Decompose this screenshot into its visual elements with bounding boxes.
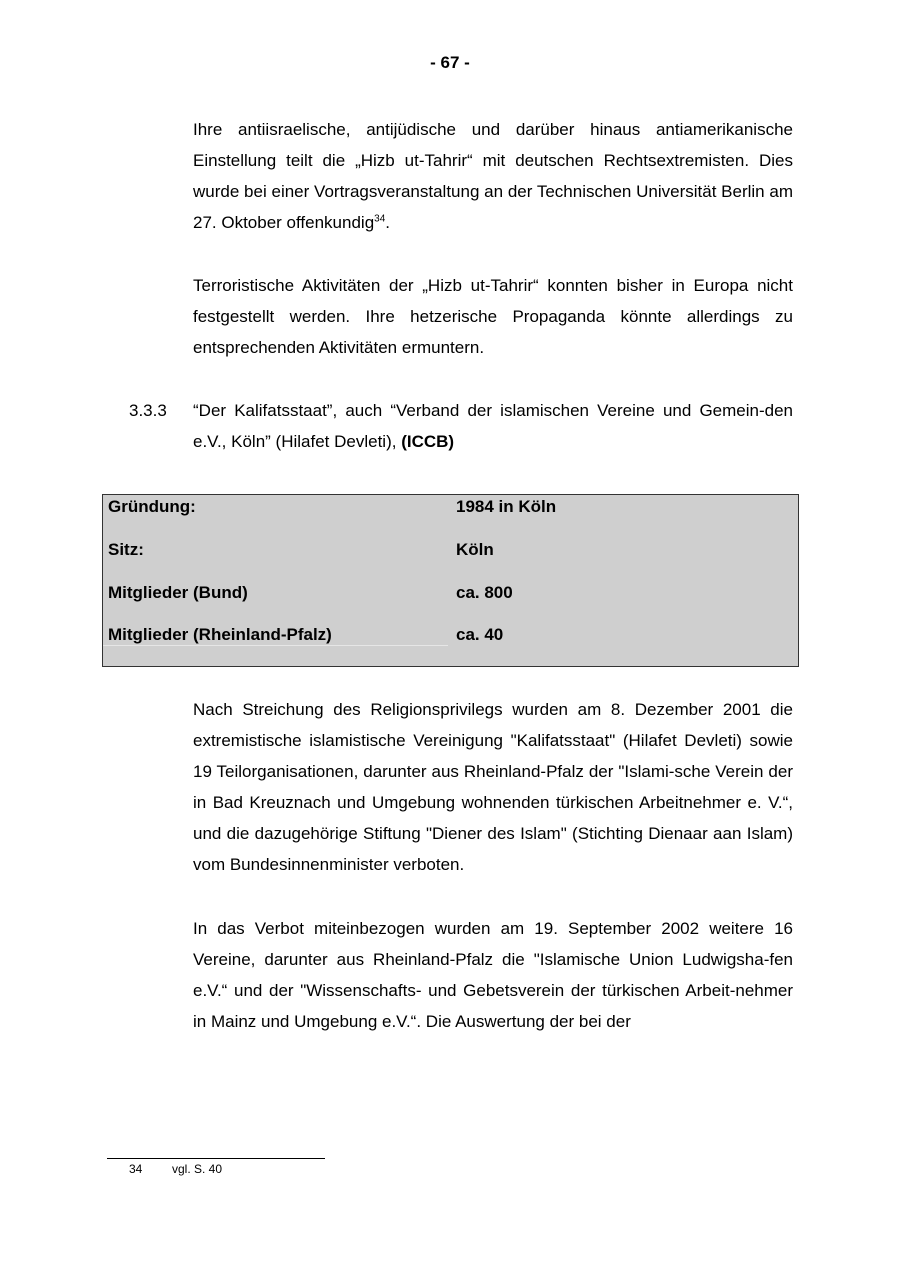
table-row [103, 495, 798, 537]
table-row [103, 581, 798, 623]
paragraph-1-text: Ihre antiisraelische, antijüdische und darüber hinaus antiamerikanische Einstellung teilt die „Hizb ut-Tahrir“ mit deutschen Rechtsextremisten. Dies wurde bei einer Vortragsveranstaltung an der Technischen Universität Berlin am 27. Oktober offenkundig [193, 120, 793, 232]
section-title-abbrev: (ICCB) [401, 432, 455, 451]
footnote-number: 34 [129, 1162, 143, 1176]
row-value: 1984 in Köln [456, 497, 557, 516]
footnote-separator [107, 1158, 325, 1159]
section-heading [193, 395, 793, 457]
row-label: Mitglieder (Rheinland-Pfalz) [108, 625, 332, 644]
row-label: Gründung: [108, 497, 196, 516]
table-row [103, 538, 798, 580]
section-title: “Der Kalifatsstaat”, auch “Verband der islamischen Vereine und Gemein-den e.V., Köln” (Hilafet Devleti), [193, 401, 793, 451]
row-label: Mitglieder (Bund) [108, 583, 248, 602]
row-label: Sitz: [108, 540, 144, 559]
row-value: ca. 800 [456, 583, 513, 602]
row-value: Köln [456, 540, 494, 559]
row-value: ca. 40 [456, 625, 504, 644]
paragraph-2: Terroristische Aktivitäten der „Hizb ut-Tahrir“ konnten bisher in Europa nicht festgestellt werden. Ihre hetzerische Propaganda könnte allerdings zu entsprechenden Aktivitäten ermuntern. [193, 276, 793, 357]
paragraph-3: Nach Streichung des Religionsprivilegs wurden am 8. Dezember 2001 die extremistische islamistische Vereinigung "Kalifatsstaat" (Hilafet Devleti) sowie 19 Teilorganisationen, darunter aus Rheinland-Pfalz der "Islami-sche Verein der in Bad Kreuznach und Umgebung wohnenden türkischen Arbeitnehmer e. V.“, und die dazugehörige Stiftung "Diener des Islam" (Stichting Dienaar aan Islam) vom Bundesinnenminister verboten. [193, 700, 793, 874]
paragraph-1 [193, 114, 793, 238]
organization-info-table [102, 494, 799, 667]
paragraph-1-end: . [385, 213, 391, 232]
footnote-text: vgl. S. 40 [172, 1162, 223, 1176]
section-number: 3.3.3 [129, 401, 167, 420]
table-row [103, 623, 798, 665]
table-divider-line [103, 645, 448, 646]
footnote-reference[interactable]: 34 [374, 213, 386, 225]
page-number: - 67 - [430, 53, 470, 72]
paragraph-4: In das Verbot miteinbezogen wurden am 19. September 2002 weitere 16 Vereine, darunter aus Rheinland-Pfalz die "Islamische Union Ludwigsha-fen e.V.“ und der "Wissenschafts- und Gebetsverein der türkischen Arbeit-nehmer in Mainz und Umgebung e.V.“. Die Auswertung der bei der [193, 919, 793, 1031]
